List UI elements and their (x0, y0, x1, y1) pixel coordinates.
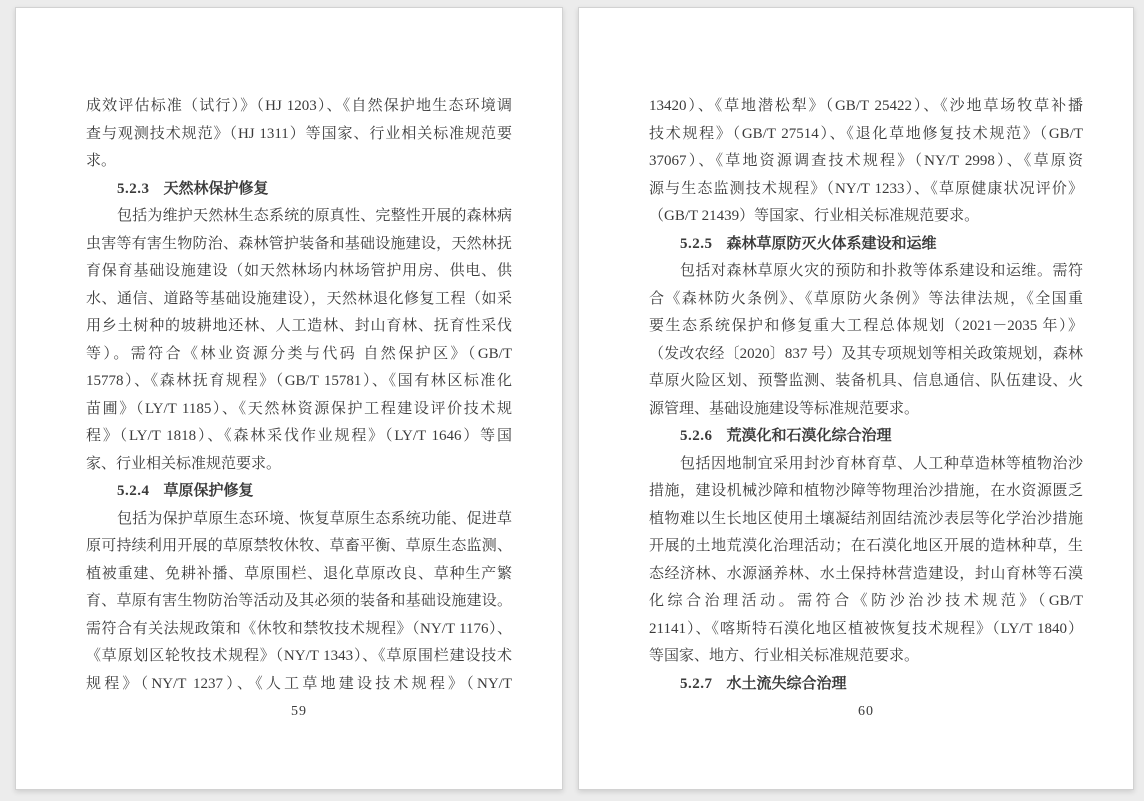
text-line: 13420）、《草地潜松犁》（GB/T 25422）、《沙地草场牧草补播 (649, 98, 1083, 114)
section-title: 森林草原防灭火体系建设和运维 (726, 235, 937, 252)
section-title: 荒漠化和石漠化综合治理 (726, 428, 892, 444)
page-number: 59 (291, 704, 307, 719)
text-line: 开展的土地荒漠化治理活动；在石漠化地区开展的造林种草，生 (649, 538, 1083, 554)
text-line: 21141）、《喀斯特石漠化地区植被恢复技术规程》（LY/T 1840） (649, 620, 1083, 637)
page-text (86, 93, 512, 726)
text-line: 《草原划区轮牧技术规程》（NY/T 1343）、《草原围栏建设技术 (86, 648, 512, 664)
section-heading (649, 423, 1083, 451)
section-number: 5.2.6 (680, 428, 713, 444)
text-line: 规程》（NY/T 1237）、《人工草地建设技术规程》（NY/T (86, 675, 512, 692)
text-line: 水、通信、道路等基础设施建设），天然林退化修复工程（如采 (86, 290, 512, 307)
section-heading (649, 231, 1083, 259)
text-line: 15778）、《森林抚育规程》（GB/T 15781）、《国有林区标准化 (86, 373, 512, 389)
text-line: 苗圃》（LY/T 1185）、《天然林资源保护工程建设评价技术规 (86, 400, 512, 417)
text-line: 家、行业相关标准规范要求。 (86, 455, 282, 472)
document-page-60[interactable] (578, 7, 1134, 790)
page-number: 60 (858, 704, 874, 719)
text-line: 育保育基础设施建设（如天然林场内林场管护用房、供电、供 (86, 263, 512, 279)
page-lines (86, 93, 512, 698)
text-line: 虫害等有害生物防治、森林管护装备和基础设施建设，天然林抚 (86, 235, 512, 252)
text-line: 37067）、《草地资源调查技术规程》（NY/T 2998）、《草原资 (649, 153, 1083, 169)
section-number: 5.2.4 (117, 483, 150, 499)
text-line: （发改农经〔2020〕837 号）及其专项规划等相关政策规划，森林 (649, 345, 1083, 362)
text-line: 等）。需符合《林业资源分类与代码 自然保护区》（GB/T (86, 345, 512, 362)
page-lines (649, 93, 1083, 698)
page-text (649, 93, 1083, 726)
text-line: 源与生态监测技术规程》（NY/T 1233）、《草原健康状况评价》 (649, 180, 1083, 197)
text-line: 植物难以生长地区使用土壤凝结剂固结流沙表层等化学治沙措施 (649, 510, 1083, 527)
text-line: 包括因地制宜采用封沙育林育草、人工种草造林等植物治沙 (680, 455, 1083, 472)
text-line: 态经济林、水源涵养林、水土保持林营造建设，封山育林等石漠 (649, 565, 1083, 582)
text-line: 草原火险区划、预警监测、装备机具、信息通信、队伍建设、火 (649, 373, 1083, 389)
text-line: 包括为保护草原生态环境、恢复草原生态系统功能、促进草 (117, 510, 512, 527)
section-number: 5.2.5 (680, 235, 713, 252)
text-line: 技术规程》（GB/T 27514）、《退化草地修复技术规范》（GB/T (649, 125, 1083, 142)
text-line: 植被重建、免耕补播、草原围栏、退化草原改良、草种生产繁 (86, 565, 512, 582)
section-number: 5.2.3 (117, 180, 150, 197)
text-line: 原可持续利用开展的草原禁牧休牧、草畜平衡、草原生态监测、 (86, 538, 512, 554)
text-line: 育、草原有害生物防治等活动及其必须的装备和基础设施建设。 (86, 593, 512, 609)
text-line: 查与观测技术规范》（HJ 1311）等国家、行业相关标准规范要 (86, 125, 512, 142)
text-line: 要生态系统保护和修复重大工程总体规划（2021－2035 年）》 (649, 318, 1083, 334)
text-line: 等国家、地方、行业相关标准规范要求。 (649, 648, 920, 664)
text-line: 化综合治理活动。需符合《防沙治沙技术规范》（GB/T (649, 593, 1083, 609)
text-line: 求。 (86, 153, 117, 169)
document-page-59[interactable] (15, 7, 563, 790)
text-line: 包括为维护天然林生态系统的原真性、完整性开展的森林病 (117, 208, 512, 224)
text-line: 措施，建设机械沙障和植物沙障等物理治沙措施，在水资源匮乏 (649, 483, 1083, 499)
text-line: 成效评估标准（试行）》（HJ 1203）、《自然保护地生态环境调 (86, 98, 512, 114)
section-heading (86, 478, 512, 506)
text-line: 包括对森林草原火灾的预防和扑救等体系建设和运维。需符 (680, 263, 1083, 279)
section-number: 5.2.7 (680, 675, 713, 692)
text-line: （GB/T 21439）等国家、行业相关标准规范要求。 (649, 208, 980, 224)
section-title: 草原保护修复 (163, 483, 254, 499)
section-heading (649, 671, 1083, 699)
text-line: 用乡土树种的坡耕地还林、人工造林、封山育林、抚育性采伐 (86, 318, 512, 334)
text-line: 合《森林防火条例》、《草原防火条例》等法律法规，《全国重 (649, 290, 1083, 307)
text-line: 需符合有关法规政策和《休牧和禁牧技术规程》（NY/T 1176）、 (86, 620, 512, 637)
section-title: 水土流失综合治理 (726, 675, 847, 692)
section-heading (86, 176, 512, 204)
text-line: 源管理、基础设施建设等标准规范要求。 (649, 400, 920, 417)
text-line: 程》（LY/T 1818）、《森林采伐作业规程》（LY/T 1646）等国 (86, 428, 512, 444)
section-title: 天然林保护修复 (163, 180, 269, 197)
